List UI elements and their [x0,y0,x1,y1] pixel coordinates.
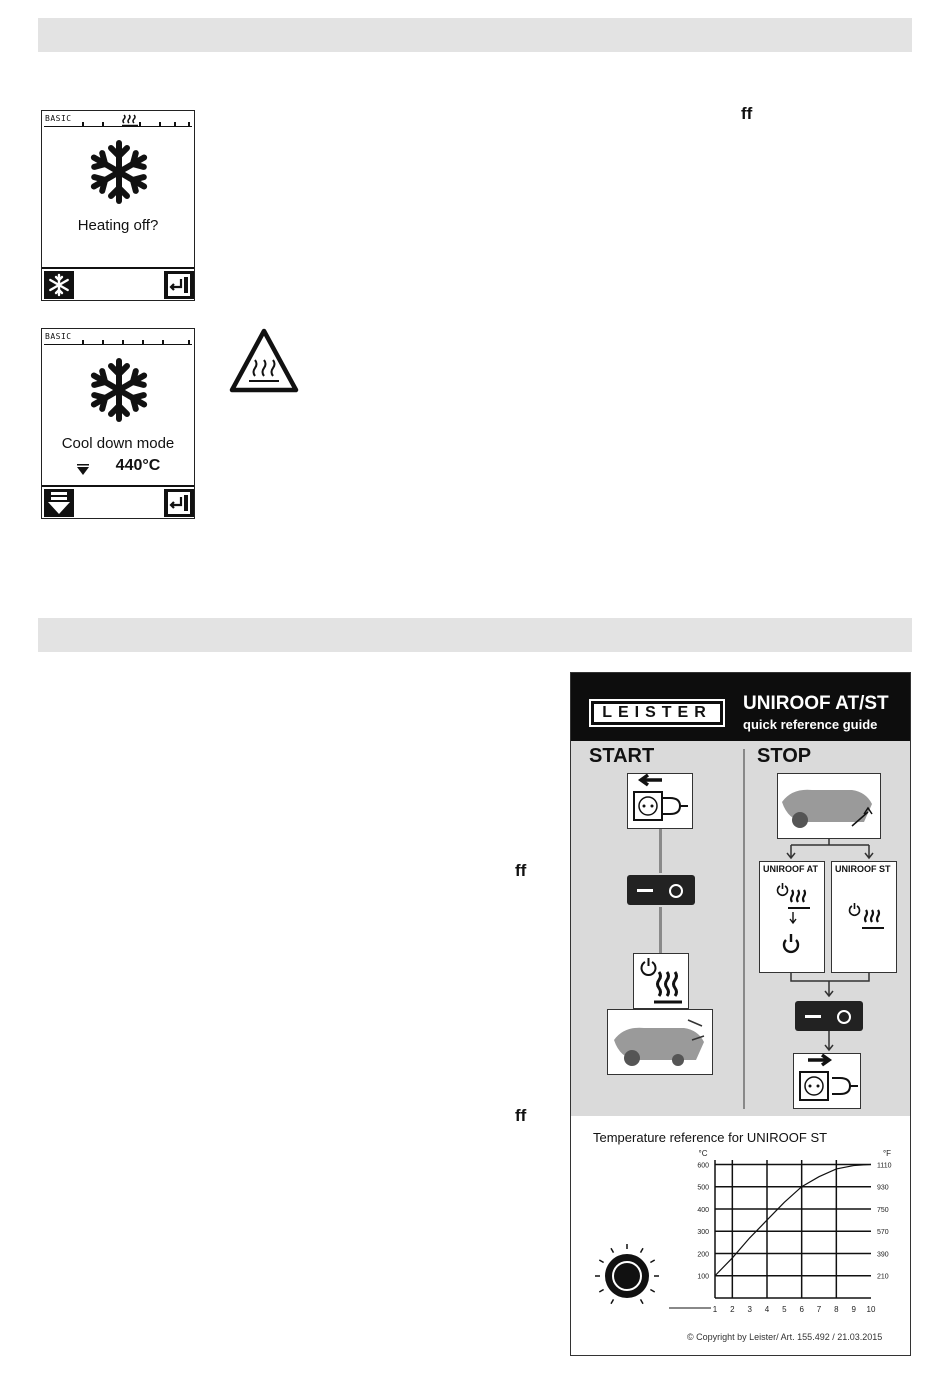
stop-machine-photo [777,773,881,839]
x-tick-label: 9 [851,1305,856,1314]
flow-connector [659,907,662,953]
quick-reference-guide [570,672,911,1356]
ruler-tick [102,122,104,127]
brand-logo [589,699,725,727]
ruler-tick [139,122,141,127]
ruler-tick [174,122,176,127]
menu-ruler [44,126,192,127]
mode-label: BASIC [45,332,72,341]
softkey-divider [42,267,194,269]
section-header-band [38,618,912,652]
x-tick-label: 1 [712,1305,718,1314]
section-header-band [38,18,912,52]
start-stop-divider [743,749,745,1109]
unplug-icon [793,1053,861,1109]
x-tick-label: 2 [730,1305,735,1314]
main-switch-on-icon [627,875,695,905]
snowflake-key-icon[interactable] [44,271,74,299]
x-tick-label: 8 [834,1305,839,1314]
guide-header [571,673,910,741]
uniroof-st-stop-box [831,861,897,973]
ruler-tick [162,340,164,345]
merge-connector-icon [777,973,881,999]
guide-title: UNIROOF AT/ST [743,693,889,714]
x-tick-label: 6 [799,1305,804,1314]
snowflake-icon [86,357,152,423]
message-text: Heating off? [77,217,159,234]
start-label: START [589,745,655,767]
uniroof-st-label: UNIROOF ST [835,864,891,874]
y-tick-label-fahrenheit: 390 [877,1251,889,1259]
temperature-chart-panel [571,1116,910,1355]
y-tick-label-celsius: 100 [697,1273,709,1281]
ruler-tick [188,122,190,127]
branch-arrows-icon [777,839,881,861]
ruler-tick [82,122,84,127]
copyright-text: © Copyright by Leister/ Art. 155.492 / 21.03.2015 [687,1332,883,1342]
plug-in-icon [627,773,693,829]
message-text: Cool down mode [61,435,175,452]
y-tick-label-celsius: 400 [697,1206,709,1214]
chart-title: Temperature reference for UNIROOF ST [593,1130,828,1145]
stop-label: STOP [757,745,812,767]
x-tick-label: 4 [764,1305,770,1314]
brand-text: LEISTER [594,704,720,722]
y-tick-label-celsius: 300 [697,1229,709,1237]
snowflake-icon [86,139,152,205]
y-tick-label-fahrenheit: 930 [877,1184,889,1192]
temperature-curve [715,1164,871,1275]
flow-connector [659,829,662,873]
cooldown-key-icon[interactable] [44,489,74,517]
softkey-divider [42,485,194,487]
y-tick-label-fahrenheit: 570 [877,1229,889,1237]
temperature-chart [571,1146,910,1355]
x-tick-label: 10 [866,1305,876,1314]
uniroof-at-stop-box [759,861,825,973]
start-stop-flow [571,741,910,1116]
display-heating-off [41,110,195,301]
text-fragment: ff [515,861,527,880]
heating-indicator-icon [121,113,139,127]
heating-off-st-icon [846,898,886,932]
temperature-dial-icon [595,1244,659,1304]
heating-on-icon [633,953,689,1009]
uniroof-at-label: UNIROOF AT [763,864,818,874]
x-tick-label: 3 [747,1305,752,1314]
return-key-icon[interactable] [164,489,194,517]
mode-label: BASIC [45,114,72,123]
temperature-value: 440°C [115,457,161,474]
ruler-tick [102,340,104,345]
y-tick-label-fahrenheit: 1110 [877,1162,892,1170]
menu-ruler [44,344,192,345]
x-tick-label: 7 [816,1305,822,1314]
ruler-tick [142,340,144,345]
y-tick-label-fahrenheit: 210 [877,1273,889,1281]
text-fragment: ff [515,1106,527,1125]
ruler-tick [159,122,161,127]
ruler-tick [188,340,190,345]
hot-surface-warning-icon [228,326,300,396]
y-axis-label-fahrenheit: °F [882,1149,892,1158]
return-key-icon[interactable] [164,271,194,299]
y-tick-label-celsius: 500 [697,1184,709,1192]
welding-machine-photo [607,1009,713,1075]
y-axis-label-celsius: °C [698,1149,708,1158]
x-tick-label: 5 [782,1305,787,1314]
ruler-tick [82,340,84,345]
y-tick-label-celsius: 200 [697,1251,709,1259]
display-cool-down [41,328,195,519]
main-switch-off-icon [795,1001,863,1031]
y-tick-label-fahrenheit: 750 [877,1206,889,1214]
down-connector-icon [821,1031,837,1053]
y-tick-label-celsius: 600 [697,1162,709,1170]
text-fragment: ff [741,104,753,123]
guide-subtitle: quick reference guide [743,717,878,732]
heating-off-at-icon [774,878,812,970]
ruler-tick [122,340,124,345]
